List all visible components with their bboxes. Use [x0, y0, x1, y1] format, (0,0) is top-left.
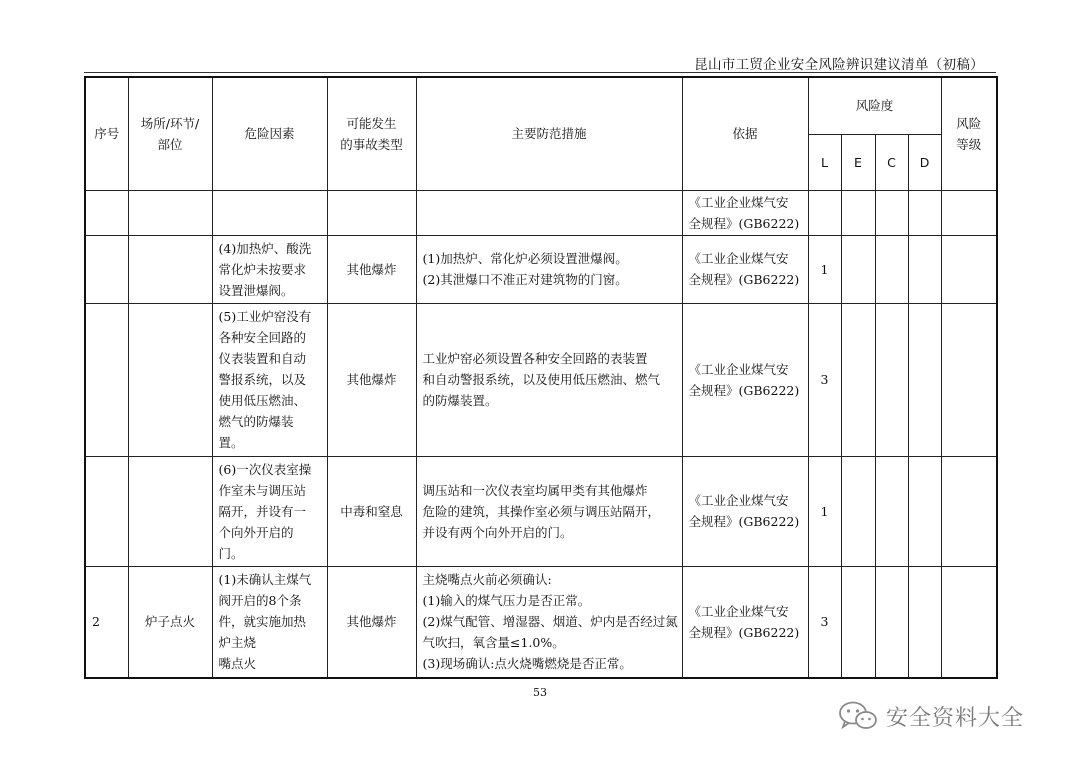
cell-measures-line: (1)输入的煤气压力是否正常。 [422, 593, 591, 609]
cell-hazard-line: 嘴点火 [218, 656, 257, 672]
cell-measures-line: (2)煤气配管、增湿器、烟道、炉内是否经过氮 [422, 614, 678, 630]
cell-L: 1 [808, 456, 841, 566]
cell-measures-line: 工业炉窑必须设置各种安全回路的表装置 [422, 351, 648, 366]
col-header-level-line: 风险 [956, 115, 982, 131]
cell-hazard [212, 190, 327, 235]
cell-D [908, 566, 941, 678]
cell-hazard-line: 燃气的防爆装 [218, 414, 294, 429]
cell-L: 3 [808, 566, 841, 678]
cell-level [941, 566, 997, 678]
header-rule [84, 72, 996, 73]
cell-D [908, 235, 941, 303]
col-header-level-line: 等级 [956, 136, 982, 152]
cell-hazard-line: 作室未与调压站 [218, 482, 307, 498]
col-header-E: E [841, 134, 875, 190]
cell-basis-line: 全规程》(GB6222) [688, 215, 800, 231]
cell-basis-line: 《工业企业煤气安 [688, 603, 789, 619]
cell-place [128, 235, 212, 303]
cell-basis [682, 566, 808, 678]
cell-hazard-line: 仪表装置和自动 [218, 351, 307, 366]
cell-E [841, 190, 875, 235]
cell-no [85, 235, 128, 303]
cell-level [941, 456, 997, 566]
cell-E [841, 303, 875, 456]
cell-C [875, 456, 908, 566]
table-row [85, 456, 997, 566]
cell-no [85, 303, 128, 456]
col-header-measures: 主要防范措施 [416, 77, 682, 190]
col-header-C: C [875, 134, 908, 190]
cell-hazard [212, 456, 327, 566]
cell-hazard-line: 设置泄爆阀。 [218, 282, 294, 298]
cell-L [808, 190, 841, 235]
cell-hazard-line: 各种安全回路的 [218, 330, 307, 345]
col-header-accident-line: 可能发生 [346, 115, 397, 131]
watermark [838, 700, 1024, 732]
cell-hazard-line: 阀开启的8个条 [218, 593, 302, 609]
col-header-risk-group: 风险度 [808, 77, 941, 134]
cell-basis [682, 303, 808, 456]
cell-accident: 中毒和窒息 [327, 456, 416, 566]
cell-place [128, 303, 212, 456]
cell-basis-line: 《工业企业煤气安 [688, 361, 789, 377]
cell-accident: 其他爆炸 [327, 566, 416, 678]
table-row [85, 566, 997, 678]
cell-basis-line: 《工业企业煤气安 [688, 251, 789, 266]
cell-measures-line: 主烧嘴点火前必须确认: [422, 572, 552, 588]
cell-L: 1 [808, 235, 841, 303]
cell-hazard-line: (1)未确认主煤气 [218, 572, 312, 588]
cell-level [941, 303, 997, 456]
cell-D [908, 190, 941, 235]
cell-measures-line: 危险的建筑，其操作室必须与调压站隔开， [422, 503, 661, 519]
cell-hazard-line: (5)工业炉窑没有 [218, 309, 312, 324]
cell-hazard-line: 门。 [218, 545, 244, 561]
cell-hazard-line: 使用低压燃油、 [218, 393, 307, 408]
cell-measures-line: 并设有两个向外开启的门。 [422, 524, 573, 540]
table-row [85, 190, 997, 235]
cell-hazard-line: 常化炉未按要求 [218, 261, 307, 277]
cell-basis [682, 456, 808, 566]
col-header-place-line: 场所/环节/ [140, 115, 200, 131]
cell-hazard [212, 235, 327, 303]
cell-hazard-line: 件，就实施加热 [218, 614, 307, 630]
col-header-level [941, 77, 997, 190]
col-header-basis: 依据 [682, 77, 808, 190]
cell-L: 3 [808, 303, 841, 456]
cell-D [908, 303, 941, 456]
cell-basis-line: 全规程》(GB6222) [688, 514, 800, 529]
cell-basis-line: 全规程》(GB6222) [688, 624, 800, 640]
cell-accident: 其他爆炸 [327, 303, 416, 456]
col-header-accident [327, 77, 416, 190]
cell-E [841, 235, 875, 303]
cell-basis-line: 全规程》(GB6222) [688, 382, 800, 398]
table-row [85, 303, 997, 456]
cell-measures [416, 566, 682, 678]
cell-level [941, 235, 997, 303]
cell-E [841, 456, 875, 566]
cell-hazard-line: 个向外开启的 [218, 524, 294, 540]
cell-E [841, 566, 875, 678]
cell-hazard [212, 303, 327, 456]
cell-basis [682, 190, 808, 235]
cell-measures-line: (2)其泄爆口不准正对建筑物的门窗。 [422, 272, 628, 287]
wechat-icon [838, 700, 878, 732]
cell-hazard-line: (4)加热炉、酸洗 [218, 240, 312, 256]
cell-no [85, 190, 128, 235]
cell-basis-line: 全规程》(GB6222) [688, 272, 800, 287]
col-header-place-line: 部位 [157, 136, 183, 152]
cell-place [128, 456, 212, 566]
cell-measures-line: 调压站和一次仪表室均属甲类有其他爆炸 [422, 482, 648, 498]
col-header-place [128, 77, 212, 190]
document-header-title: 昆山市工贸企业安全风险辨识建议清单（初稿） [694, 57, 984, 73]
cell-measures [416, 303, 682, 456]
cell-basis [682, 235, 808, 303]
col-header-L: L [808, 134, 841, 190]
cell-no: 2 [85, 566, 128, 678]
cell-hazard-line: 警报系统，以及 [218, 372, 307, 387]
cell-C [875, 303, 908, 456]
cell-basis-line: 《工业企业煤气安 [688, 194, 789, 210]
col-header-accident-line: 的事故类型 [340, 136, 403, 152]
cell-D [908, 456, 941, 566]
cell-measures-line: 气吹扫，氧含量≤1.0%。 [422, 635, 565, 651]
cell-basis-line: 《工业企业煤气安 [688, 493, 789, 508]
table-row [85, 235, 997, 303]
cell-measures [416, 456, 682, 566]
cell-accident [327, 190, 416, 235]
cell-measures-line: (1)加热炉、常化炉必须设置泄爆阀。 [422, 251, 628, 266]
cell-measures [416, 235, 682, 303]
cell-place: 炉子点火 [128, 566, 212, 678]
cell-hazard-line: 炉主烧 [218, 635, 257, 651]
cell-hazard [212, 566, 327, 678]
cell-no [85, 456, 128, 566]
cell-measures-line: (3)现场确认:点火烧嘴燃烧是否正常。 [422, 656, 632, 672]
cell-measures-line: 的防爆装置。 [422, 393, 498, 408]
watermark-text: 安全资料大全 [886, 705, 1025, 731]
cell-C [875, 566, 908, 678]
cell-hazard-line: (6)一次仪表室操 [218, 461, 312, 477]
cell-accident: 其他爆炸 [327, 235, 416, 303]
page-number: 53 [533, 686, 547, 699]
cell-hazard-line: 置。 [218, 435, 244, 450]
cell-C [875, 235, 908, 303]
cell-hazard-line: 隔开，并设有一 [218, 503, 307, 519]
risk-table [84, 76, 998, 679]
cell-C [875, 190, 908, 235]
cell-level [941, 190, 997, 235]
cell-measures [416, 190, 682, 235]
col-header-no: 序号 [85, 77, 128, 190]
col-header-D: D [908, 134, 941, 190]
cell-measures-line: 和自动警报系统，以及使用低压燃油、燃气 [422, 372, 661, 387]
col-header-hazard: 危险因素 [212, 77, 327, 190]
cell-place [128, 190, 212, 235]
